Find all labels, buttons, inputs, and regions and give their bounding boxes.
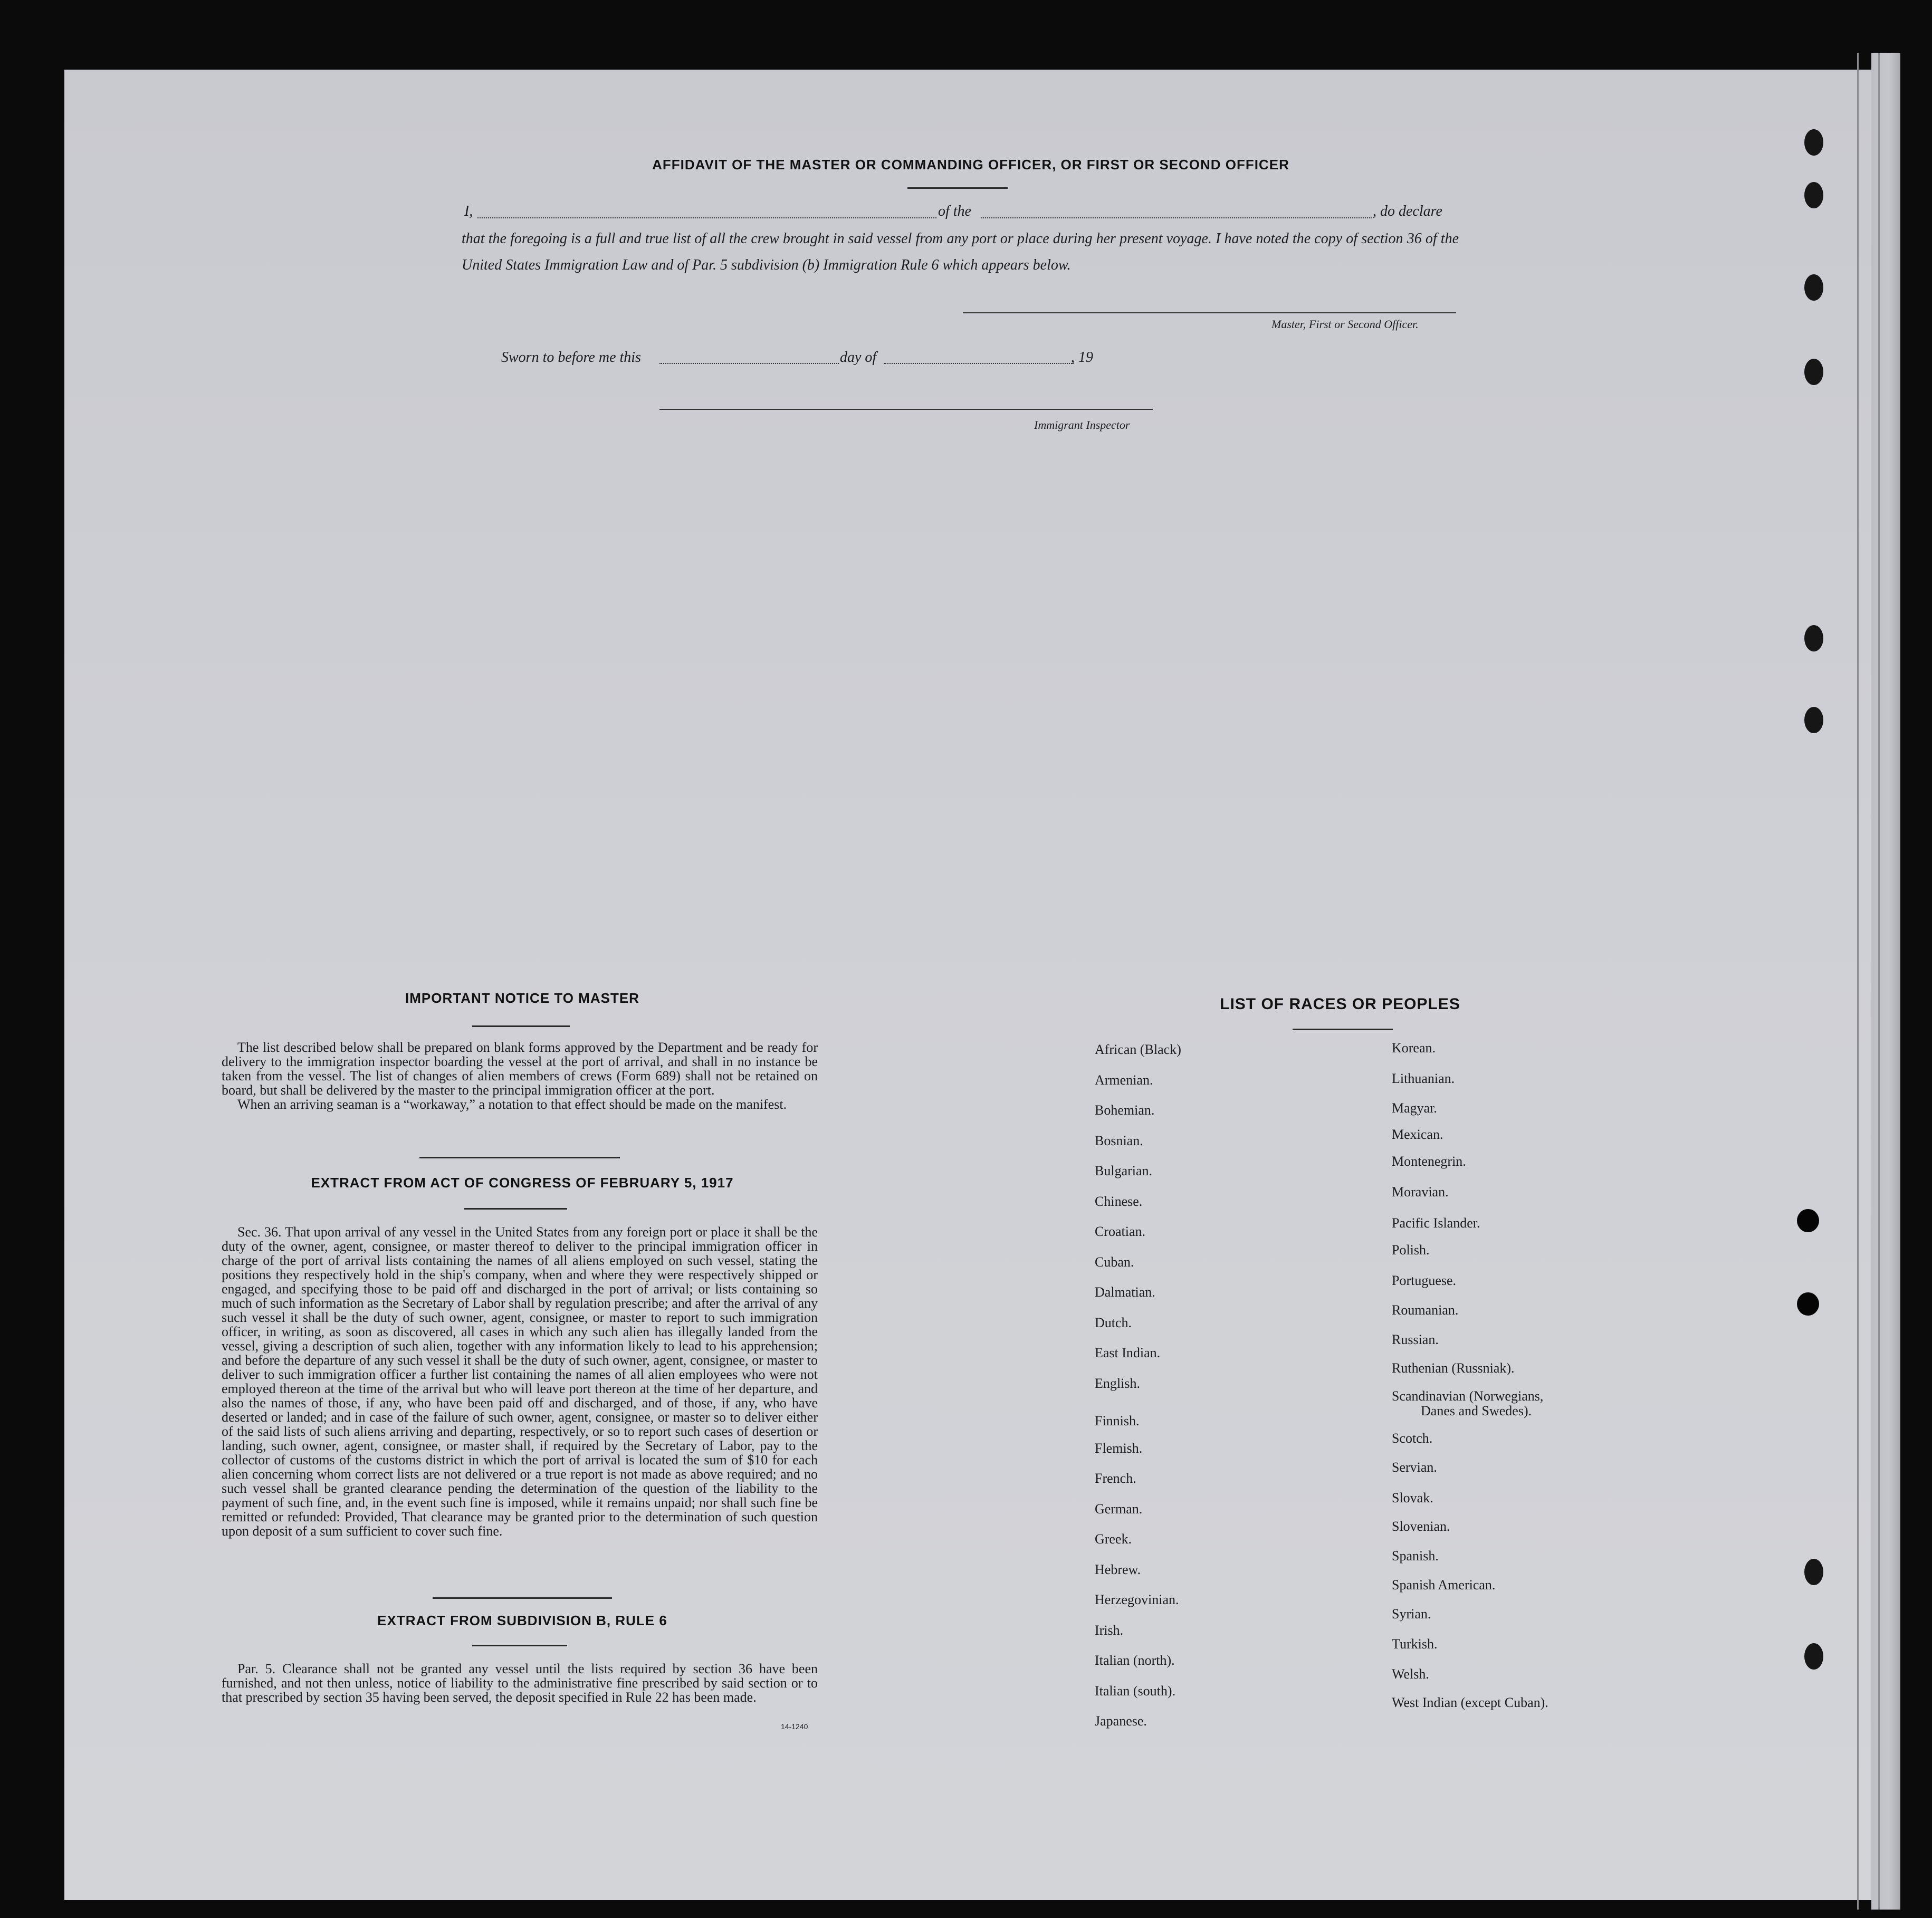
rule-extract-heading: EXTRACT FROM SUBDIVISION B, RULE 6 <box>377 1613 667 1628</box>
race-item: Cuban. <box>1095 1254 1134 1270</box>
page-stack-edge <box>1871 53 1900 1910</box>
race-item: Welsh. <box>1392 1666 1429 1682</box>
act-extract-paragraph: Sec. 36. That upon arrival of any vessel in the United States from any foreign port or place it shall be the duty of the owner, agent, consignee, or master thereof to deliver to the principal immigration officer in charge of the port of arrival lists containing the names of all aliens employed on such vessel, stating the positions they respectively hold in the ship's company, when and where they were respectively shipped or engaged, and specifying those to be paid off and discharged in the port of arrival; or lists containing so much of such information as the Secretary of Labor shall by regulation prescribe; and after the arrival of any such vessel it shall be the duty of such owner, agent, consignee, or master to report to such immigration officer, in writing, as soon as discovered, all cases in which any such alien has illegally landed from the vessel, giving a description of such alien, together with any information likely to lead to his apprehension; and before the departure of any such vessel it shall be the duty of such owner, agent, consignee, or master to deliver to such immigration officer a further list containing the names of all alien employees who were not employed thereon at the time of the arrival but who will leave port thereon at the time of her departure, and also the names of those, if any, who have been paid off and discharged, and of those, if any, who have deserted or landed; and in case of the failure of such owner, agent, consignee, or master so to deliver either of the said lists of such aliens arriving and departing, respectively, or so to report such cases of desertion or landing, such owner, agent, consignee, or master shall, if required by the Secretary of Labor, pay to the collector of customs of the customs district in which the port of arrival is located the sum of $10 for each alien concerning whom correct lists are not delivered or a true report is not made as above required; and no such vessel shall be granted clearance pending the determination of the question of the liability to the payment of such fine, and, in the event such fine is imposed, while it remains unpaid; nor shall such fine be remitted or refunded: Provided, That clearance may be granted prior to the determination of such question upon deposit of a sum sufficient to cover such fine. <box>222 1224 818 1539</box>
race-item: Spanish American. <box>1392 1577 1496 1593</box>
heading-rule <box>907 187 1008 189</box>
race-item: Servian. <box>1392 1460 1437 1475</box>
rule-extract-paragraph: Par. 5. Clearance shall not be granted any vessel until the lists required by section 36 have been furnished, and not then unless, notice of liability to the administrative fine prescribed by said section or to that prescribed by section 35 having been served, the deposit specified in Rule 22 has been made. <box>222 1661 818 1705</box>
notice-text <box>222 1040 818 1111</box>
punch-hole <box>1804 1559 1823 1585</box>
race-item: African (Black) <box>1095 1042 1181 1057</box>
heading-rule <box>464 1208 567 1210</box>
race-item: Montenegrin. <box>1392 1154 1466 1169</box>
race-item: Portuguese. <box>1392 1273 1457 1288</box>
punch-hole <box>1804 129 1823 156</box>
punch-hole <box>1804 625 1823 651</box>
affidavit-heading: AFFIDAVIT OF THE MASTER OR COMMANDING OFFICER, OR FIRST OR SECOND OFFICER <box>652 157 1289 172</box>
race-item: Magyar. <box>1392 1100 1437 1116</box>
vessel-blank[interactable] <box>981 217 1372 218</box>
sworn-label: Sworn to before me this <box>501 349 641 366</box>
race-item: Bulgarian. <box>1095 1163 1153 1178</box>
act-extract-heading: EXTRACT FROM ACT OF CONGRESS OF FEBRUARY 5, 1917 <box>311 1175 734 1191</box>
race-item: Greek. <box>1095 1531 1132 1547</box>
affidavit-i-label: I, <box>464 203 473 219</box>
race-item: Irish. <box>1095 1622 1124 1638</box>
notice-heading: IMPORTANT NOTICE TO MASTER <box>405 990 639 1006</box>
race-item: Syrian. <box>1392 1606 1431 1622</box>
race-item: Polish. <box>1392 1242 1430 1258</box>
inspector-label: Immigrant Inspector <box>1034 418 1130 431</box>
punch-hole <box>1804 359 1823 385</box>
race-item: Russian. <box>1392 1332 1439 1347</box>
race-item: Scandinavian (Norwegians, <box>1392 1388 1544 1404</box>
race-item: East Indian. <box>1095 1345 1161 1360</box>
punch-hole <box>1797 1292 1819 1316</box>
page-edge-line <box>1857 53 1859 1910</box>
affidavit-body: that the foregoing is a full and true list of all the crew brought in said vessel from any port or place during her present voyage. I have noted the copy of section 36 of the United States Immigration Law and of Par. 5 subdivision (b) Immigration Rule 6 which appears below. <box>462 231 1459 273</box>
master-signature-label: Master, First or Second Officer. <box>1271 318 1419 331</box>
race-item: Lithuanian. <box>1392 1071 1455 1086</box>
race-item: West Indian (except Cuban). <box>1392 1695 1548 1710</box>
races-heading: LIST OF RACES OR PEOPLES <box>1220 995 1460 1013</box>
name-blank[interactable] <box>477 217 936 218</box>
heading-rule <box>472 1645 567 1646</box>
race-item: Armenian. <box>1095 1072 1153 1088</box>
race-item: Japanese. <box>1095 1713 1147 1729</box>
act-extract-text <box>222 1225 818 1538</box>
punch-hole <box>1804 274 1823 301</box>
race-item: Slovak. <box>1392 1490 1433 1505</box>
punch-hole <box>1797 1209 1819 1232</box>
heading-rule <box>472 1025 570 1027</box>
inspector-signature-line[interactable] <box>659 409 1153 410</box>
notice-paragraph: When an arriving seaman is a “workaway,” a notation to that effect should be made on the manifest. <box>237 1097 787 1112</box>
section-rule <box>419 1157 620 1158</box>
race-item: Slovenian. <box>1392 1519 1450 1534</box>
section-rule <box>433 1597 612 1599</box>
punch-hole <box>1804 182 1823 208</box>
race-item: Ruthenian (Russniak). <box>1392 1360 1515 1376</box>
race-item: Bosnian. <box>1095 1133 1143 1148</box>
race-item: Finnish. <box>1095 1413 1140 1428</box>
sworn-day-blank[interactable] <box>659 363 839 364</box>
race-item: French. <box>1095 1471 1136 1486</box>
form-number: 14-1240 <box>781 1722 808 1731</box>
race-item: Flemish. <box>1095 1440 1143 1456</box>
race-item: Turkish. <box>1392 1636 1438 1652</box>
affidavit-of-the: of the <box>938 203 971 219</box>
race-item: Moravian. <box>1392 1184 1449 1200</box>
race-item: Croatian. <box>1095 1224 1146 1239</box>
race-item: Italian (north). <box>1095 1653 1175 1668</box>
sworn-month-blank[interactable] <box>884 363 1074 364</box>
race-item: German. <box>1095 1501 1143 1517</box>
notice-paragraph: The list described below shall be prepared on blank forms approved by the Department and be ready for delivery to the immigration inspector boarding the vessel at the port of arrival, and shall in no instance be taken from the vessel. The list of changes of alien members of crews (Form 689) shall not be retained on board, but shall be delivered by the master to the principal immigration officer at the port. <box>222 1040 818 1098</box>
race-item: Hebrew. <box>1095 1561 1141 1577</box>
rule-extract-text <box>222 1662 818 1704</box>
race-item: Scotch. <box>1392 1431 1433 1446</box>
sworn-year: , 19 <box>1071 349 1093 366</box>
punch-hole <box>1804 707 1823 733</box>
race-item: Herzegovinian. <box>1095 1592 1179 1607</box>
master-signature-line[interactable] <box>963 312 1456 313</box>
race-item: Spanish. <box>1392 1548 1439 1564</box>
sworn-day-of: day of <box>840 349 877 366</box>
race-item: Danes and Swedes). <box>1421 1403 1532 1418</box>
race-item: Chinese. <box>1095 1193 1143 1209</box>
punch-hole <box>1804 1643 1823 1670</box>
page-edge-line <box>1878 53 1880 1910</box>
affidavit-do-declare: , do declare <box>1373 203 1442 219</box>
race-item: Dutch. <box>1095 1315 1132 1330</box>
race-item: Bohemian. <box>1095 1102 1155 1118</box>
race-item: Roumanian. <box>1392 1302 1459 1318</box>
race-item: Italian (south). <box>1095 1683 1176 1699</box>
race-item: English. <box>1095 1375 1140 1391</box>
race-item: Pacific Islander. <box>1392 1215 1480 1231</box>
heading-rule <box>1293 1029 1393 1030</box>
race-item: Dalmatian. <box>1095 1284 1155 1300</box>
race-item: Mexican. <box>1392 1127 1443 1142</box>
race-item: Korean. <box>1392 1040 1436 1056</box>
